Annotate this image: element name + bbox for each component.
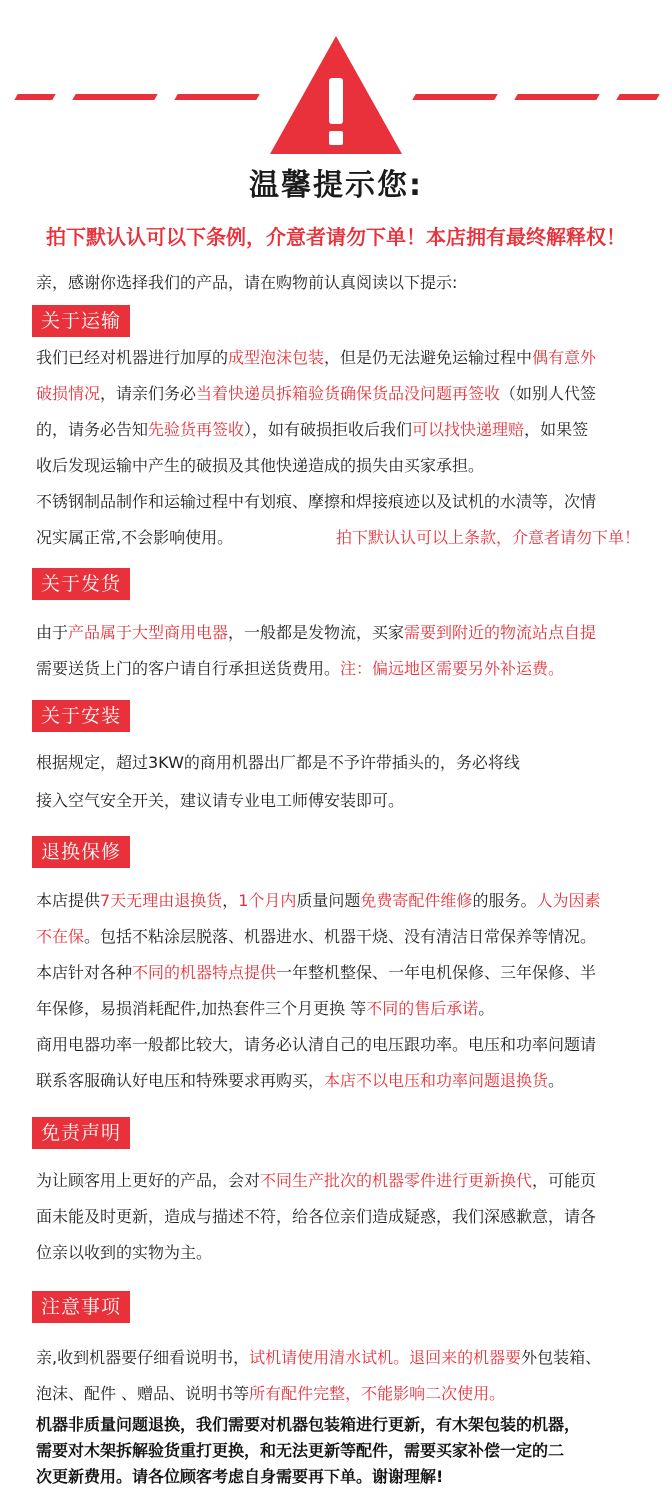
section-heading-shipping: 关于发货	[32, 568, 130, 600]
purchase-notice: 拍下默认认可以下条例，介意者请勿下单！本店拥有最终解释权！	[46, 225, 626, 249]
warning-triangle-icon	[268, 34, 404, 156]
left-dash-1	[14, 94, 55, 100]
disclaimer-body: 为让顾客用上更好的产品，会对不同生产批次的机器零件进行更新换代，可能页 面未能及时更新，造成与描述不符，给各位亲们造成疑惑，我们深感歉意，请各 位亲以收到的实物为主。	[36, 1171, 597, 1262]
page-title: 温馨提示您:	[249, 168, 423, 203]
section-heading-returns: 退换保修	[32, 836, 130, 868]
right-dash-1	[412, 94, 497, 100]
notes-body: 亲,收到机器要仔细看说明书，试机请使用清水试机。退回来的机器要外包装箱、 泡沫、配件 、赠品、说明书等所有配件完整，不能影响二次使用。	[36, 1348, 602, 1403]
left-dash-2	[72, 94, 157, 100]
section-heading-notes: 注意事项	[32, 1291, 130, 1323]
notes-footer: 机器非质量问题退换，我们需要对机器包装箱进行更新，有木架包装的机器， 需要对木架拆解验货重打更换，和无法更新等配件，需要买家补偿一定的二 次更新费用。请各位顾客考虑自身需要再下单。谢谢理解!	[36, 1415, 581, 1486]
left-dash-3	[174, 94, 259, 100]
section-heading-install: 关于安装	[32, 700, 130, 732]
right-dash-3	[616, 94, 659, 100]
shipping-body: 由于产品属于大型商用电器，一般都是发物流，买家需要到附近的物流站点自提 需要送货上门的客户请自行承担送货费用。注：偏远地区需要另外补运费。	[36, 623, 597, 678]
returns-body: 本店提供7天无理由退换货，1个月内质量问题免费寄配件维修的服务。人为因素 不在保。包括不粘涂层脱落、机器进水、机器干烧、没有清洁日常保养等情况。 本店针对各种不同的机器特点提供一年整机整保、一年电机保修、三年保修、半 年保修，易损消耗配件,加热套件三个月更换 等不同的售后承诺。 商用电器功率一般都比较大，请务必认清自己的电压跟功率。电压和功率问题请 联系客服确认好电压和特殊要求再购买，本店不以电压和功率问题退换货。	[36, 891, 601, 1090]
section-heading-disclaimer: 免责声明	[32, 1117, 130, 1149]
right-dash-2	[514, 94, 599, 100]
intro-text: 亲，感谢你选择我们的产品，请在购物前认真阅读以下提示:	[36, 273, 458, 292]
install-body: 根据规定，超过3KW的商用机器出厂都是不予许带插头的，务必将线 接入空气安全开关，建议请专业电工师傅安装即可。	[36, 753, 520, 810]
section-heading-transport: 关于运输	[32, 305, 130, 337]
transport-body: 我们已经对机器进行加厚的成型泡沫包装，但是仍无法避免运输过程中偶有意外 破损情况，请亲们务必当着快递员拆箱验货确保货品没问题再签收（如别人代签 的，请务必告知先验货再签收），如有破损拒收后我们可以找快递理赔，如果签 收后发现运输中产生的破损及其他快递造成的损失由买家承担。 不锈钢制品制作和运输过程中有划痕、摩擦和焊接痕迹以及试机的水渍等，次情 况实属正常,不会影响使用。 拍下默认认可以上条款，介意者请勿下单！	[36, 348, 640, 547]
